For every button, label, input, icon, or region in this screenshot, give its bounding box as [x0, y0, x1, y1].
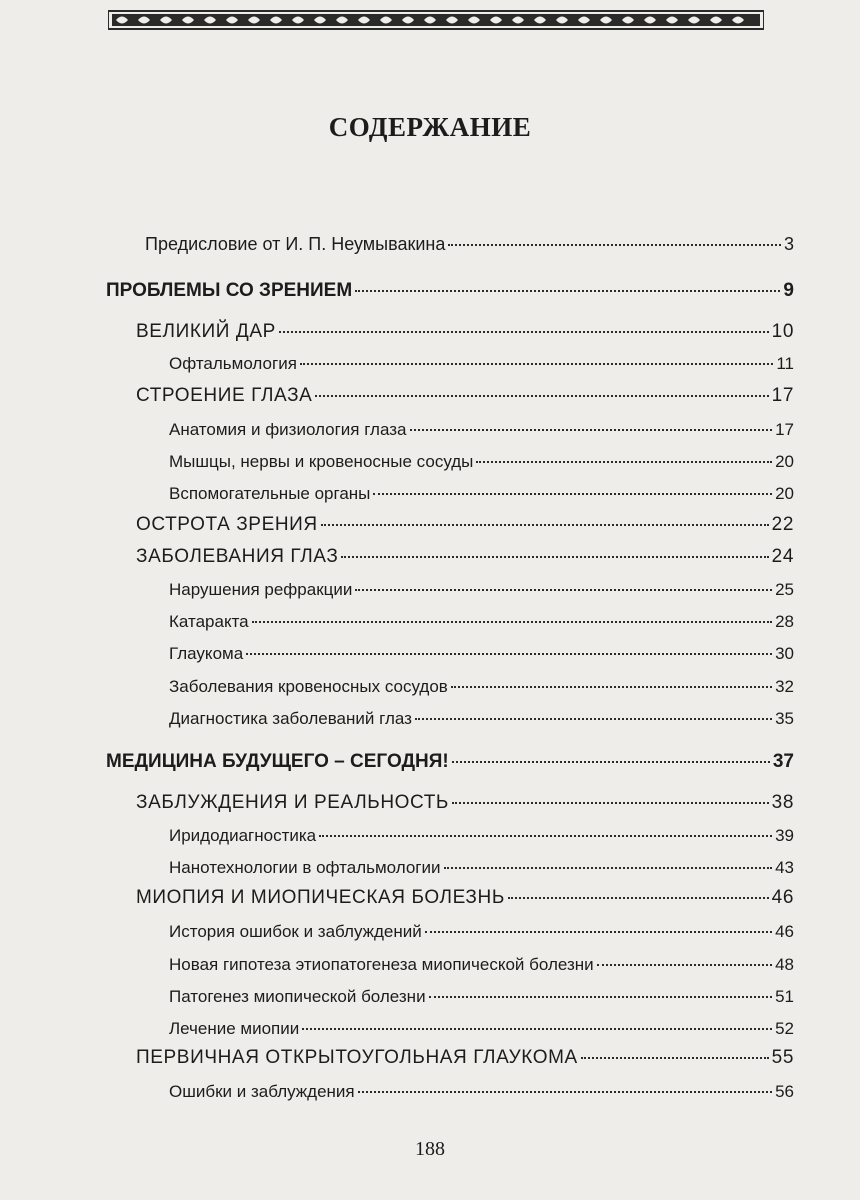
toc-entry-page: 17	[771, 385, 794, 406]
dot-leader	[452, 802, 769, 804]
toc-section-nanotechnology[interactable]	[169, 858, 794, 878]
toc-entry-label: Глаукома	[169, 644, 244, 663]
page-title: СОДЕРЖАНИЕ	[328, 112, 532, 142]
toc-entry-page: 17	[775, 420, 794, 439]
dot-leader	[279, 331, 769, 333]
toc-section-vascular-diseases[interactable]	[169, 677, 794, 697]
toc-chapter-eye-diseases[interactable]	[136, 546, 794, 568]
dot-leader	[452, 761, 770, 763]
toc-entry-label: Анатомия и физиология глаза	[169, 420, 407, 439]
dot-leader	[429, 996, 773, 998]
toc-entry-label: Ошибки и заблуждения	[169, 1082, 355, 1101]
dot-leader	[355, 290, 780, 292]
dot-leader	[444, 867, 773, 869]
toc-entry-page: 22	[771, 514, 794, 535]
dot-leader	[597, 964, 772, 966]
toc-entry-label: Патогенез миопической болезни	[169, 987, 426, 1006]
toc-entry-label: Предисловие от И. П. Неумывакина	[145, 234, 446, 254]
toc-entry-page: 46	[775, 922, 794, 941]
toc-entry-page: 24	[771, 546, 794, 567]
toc-part-medicine-of-future[interactable]	[106, 751, 794, 773]
toc-entry-label: Нарушения рефракции	[169, 580, 353, 599]
toc-section-pathogenesis[interactable]	[169, 987, 794, 1007]
dot-leader	[425, 931, 772, 933]
toc-entry-page: 38	[771, 792, 794, 813]
dot-leader	[373, 493, 772, 495]
toc-entry-label: История ошибок и заблуждений	[169, 922, 422, 941]
dot-leader	[321, 524, 769, 526]
dot-leader	[581, 1057, 769, 1059]
toc-entry-label: Диагностика заболеваний глаз	[169, 709, 412, 728]
toc-entry-page: 28	[775, 612, 794, 631]
toc-entry-label: МИОПИЯ И МИОПИЧЕСКАЯ БОЛЕЗНЬ	[136, 887, 505, 908]
toc-section-anatomy[interactable]	[169, 420, 794, 440]
dot-leader	[451, 686, 772, 688]
toc-entry-label: ЗАБОЛЕВАНИЯ ГЛАЗ	[136, 546, 339, 567]
toc-entry-label: МЕДИЦИНА БУДУЩЕГО – СЕГОДНЯ!	[106, 751, 449, 772]
toc-chapter-open-angle-glaucoma[interactable]	[136, 1047, 794, 1069]
toc-entry-page: 55	[771, 1047, 794, 1068]
toc-entry-page: 11	[776, 354, 794, 373]
toc-entry-page: 10	[771, 321, 794, 342]
toc-entry-page: 46	[771, 887, 794, 908]
dot-leader	[448, 244, 781, 246]
toc-section-glaucoma[interactable]	[169, 644, 794, 664]
dot-leader	[315, 395, 768, 397]
toc-chapter-great-gift[interactable]	[136, 321, 794, 343]
toc-entry-page: 35	[775, 709, 794, 728]
toc-entry-label: ОСТРОТА ЗРЕНИЯ	[136, 514, 318, 535]
toc-entry-label: СТРОЕНИЕ ГЛАЗА	[136, 385, 313, 406]
dot-leader	[341, 556, 768, 558]
toc-section-new-hypothesis[interactable]	[169, 955, 794, 975]
dot-leader	[252, 621, 772, 623]
toc-entry-page: 25	[775, 580, 794, 599]
toc-entry-page: 20	[775, 452, 794, 471]
toc-entry-label: ВЕЛИКИЙ ДАР	[136, 321, 276, 342]
toc-section-cataract[interactable]	[169, 612, 794, 632]
toc-section-refraction[interactable]	[169, 580, 794, 600]
dot-leader	[246, 653, 772, 655]
toc-entry-label: ПЕРВИЧНАЯ ОТКРЫТОУГОЛЬНАЯ ГЛАУКОМА	[136, 1047, 578, 1068]
toc-chapter-delusions-reality[interactable]	[136, 792, 794, 814]
toc-section-iridology[interactable]	[169, 826, 794, 846]
dot-leader	[319, 835, 772, 837]
dot-leader	[415, 718, 772, 720]
toc-entry-page: 37	[772, 751, 794, 772]
toc-entry-page: 52	[775, 1019, 794, 1038]
toc-entry-page: 51	[775, 987, 794, 1006]
dot-leader	[476, 461, 772, 463]
toc-entry-page: 9	[783, 280, 794, 301]
toc-chapter-eye-structure[interactable]	[136, 385, 794, 407]
toc-entry-label: Заболевания кровеносных сосудов	[169, 677, 448, 696]
toc-section-myopia-treatment[interactable]	[169, 1019, 794, 1039]
toc-entry-label: Катаракта	[169, 612, 249, 631]
toc-entry-page: 43	[775, 858, 794, 877]
toc-entry-page: 48	[775, 955, 794, 974]
toc-chapter-myopia[interactable]	[136, 887, 794, 909]
dot-leader	[300, 363, 773, 365]
toc-entry-label: Нанотехнологии в офтальмологии	[169, 858, 441, 877]
toc-section-history-of-errors[interactable]	[169, 922, 794, 942]
toc-section-ophthalmology[interactable]	[169, 354, 794, 374]
toc-entry-page: 32	[775, 677, 794, 696]
toc-section-diagnostics[interactable]	[169, 709, 794, 729]
toc-entry-label: ЗАБЛУЖДЕНИЯ И РЕАЛЬНОСТЬ	[136, 792, 449, 813]
toc-part-vision-problems[interactable]	[106, 280, 794, 302]
toc-section-muscles-nerves[interactable]	[169, 452, 794, 472]
toc-entry-page: 30	[775, 644, 794, 663]
toc-section-errors-delusions[interactable]	[169, 1082, 794, 1102]
toc-entry-preface[interactable]	[145, 234, 794, 255]
toc-section-auxiliary-organs[interactable]	[169, 484, 794, 504]
toc-entry-label: Иридодиагностика	[169, 826, 317, 845]
toc-entry-page: 56	[775, 1082, 794, 1101]
dot-leader	[410, 429, 773, 431]
toc-entry-label: Вспомогательные органы	[169, 484, 371, 503]
toc-entry-page: 20	[775, 484, 794, 503]
page-number: 188	[415, 1138, 445, 1160]
toc-chapter-visual-acuity[interactable]	[136, 514, 794, 536]
toc-entry-page: 3	[783, 234, 794, 254]
dot-leader	[358, 1091, 772, 1093]
dot-leader	[355, 589, 772, 591]
toc-entry-label: ПРОБЛЕМЫ СО ЗРЕНИЕМ	[106, 280, 353, 301]
toc-entry-label: Офтальмология	[169, 354, 297, 373]
dot-leader	[302, 1028, 772, 1030]
dot-leader	[508, 897, 769, 899]
toc-entry-label: Новая гипотеза этиопатогенеза миопической болезни	[169, 955, 594, 974]
toc-entry-page: 39	[775, 826, 794, 845]
toc-entry-label: Лечение миопии	[169, 1019, 300, 1038]
toc-entry-label: Мышцы, нервы и кровеносные сосуды	[169, 452, 474, 471]
